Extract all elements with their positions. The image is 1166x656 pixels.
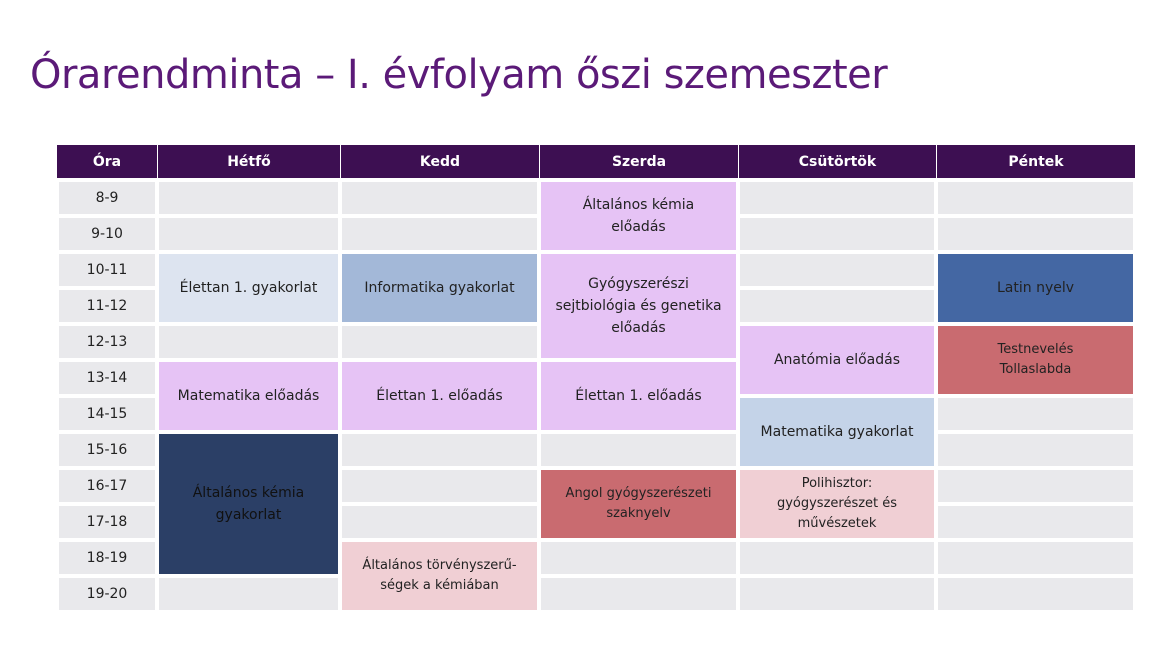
hour-label: 18-19 bbox=[57, 540, 157, 576]
timetable bbox=[57, 145, 1135, 612]
event-line: Angol gyógyszerészeti bbox=[565, 486, 712, 501]
hour-label: 11-12 bbox=[57, 288, 157, 324]
ev-angol-gyogyszereszeti-szaknyelv bbox=[539, 468, 738, 540]
event-line: Élettan 1. előadás bbox=[376, 388, 503, 404]
event-line: Általános törvényszerű- bbox=[362, 558, 517, 573]
event-line: Gyógyszerészi bbox=[588, 276, 689, 292]
header-szerda: Szerda bbox=[539, 145, 738, 178]
event-line: Élettan 1. előadás bbox=[575, 388, 702, 404]
empty-slot bbox=[157, 324, 340, 360]
empty-slot bbox=[936, 216, 1135, 252]
event-line: Élettan 1. gyakorlat bbox=[179, 280, 318, 296]
hour-label: 19-20 bbox=[57, 576, 157, 612]
empty-slot bbox=[936, 540, 1135, 576]
empty-slot bbox=[936, 468, 1135, 504]
empty-slot bbox=[539, 432, 738, 468]
empty-slot bbox=[936, 396, 1135, 432]
hour-label: 8-9 bbox=[57, 180, 157, 216]
header-csutortok: Csütörtök bbox=[738, 145, 936, 178]
event-line: előadás bbox=[611, 320, 666, 336]
event-line: Anatómia előadás bbox=[773, 352, 901, 368]
event-line: szaknyelv bbox=[606, 506, 671, 521]
empty-slot bbox=[539, 576, 738, 612]
hour-label: 12-13 bbox=[57, 324, 157, 360]
hour-label: 15-16 bbox=[57, 432, 157, 468]
ev-elettan-gyakorlat bbox=[157, 252, 340, 324]
ev-elettan-eloadas-kedd bbox=[340, 360, 539, 432]
event-line: Általános kémia bbox=[582, 197, 695, 213]
event-line: Testnevelés bbox=[997, 342, 1074, 357]
empty-slot bbox=[738, 252, 936, 288]
ev-latin-nyelv bbox=[936, 252, 1135, 324]
empty-slot bbox=[340, 216, 539, 252]
ev-altalanos-kemia-gyakorlat bbox=[157, 432, 340, 576]
header-ora: Óra bbox=[57, 145, 157, 178]
empty-slot bbox=[340, 180, 539, 216]
event-line: Általános kémia bbox=[192, 485, 305, 501]
hour-label: 14-15 bbox=[57, 396, 157, 432]
empty-slot bbox=[738, 216, 936, 252]
empty-slot bbox=[157, 180, 340, 216]
hour-label: 9-10 bbox=[57, 216, 157, 252]
hour-label: 10-11 bbox=[57, 252, 157, 288]
empty-slot bbox=[738, 576, 936, 612]
hour-label: 17-18 bbox=[57, 504, 157, 540]
ev-gyogyszereszi-sejtbiologia bbox=[539, 252, 738, 360]
header-hetfo: Hétfő bbox=[157, 145, 340, 178]
hour-label: 16-17 bbox=[57, 468, 157, 504]
empty-slot bbox=[936, 576, 1135, 612]
ev-testneveles-tollaslabda bbox=[936, 324, 1135, 396]
event-line: ségek a kémiában bbox=[380, 578, 499, 593]
hour-label: 13-14 bbox=[57, 360, 157, 396]
empty-slot bbox=[936, 504, 1135, 540]
ev-altalanos-torvenyszerusegek bbox=[340, 540, 539, 612]
empty-slot bbox=[738, 288, 936, 324]
ev-altalanos-kemia-eloadas bbox=[539, 180, 738, 252]
ev-anatomia-eloadas bbox=[738, 324, 936, 396]
ev-matematika-gyakorlat bbox=[738, 396, 936, 468]
ev-matematika-eloadas bbox=[157, 360, 340, 432]
event-line: gyakorlat bbox=[215, 507, 282, 523]
ev-polihisztor bbox=[738, 468, 936, 540]
ev-elettan-eloadas-szerda bbox=[539, 360, 738, 432]
event-line: gyógyszerészet és bbox=[776, 496, 898, 511]
event-line: Polihisztor: bbox=[801, 476, 873, 491]
empty-slot bbox=[539, 540, 738, 576]
header-kedd: Kedd bbox=[340, 145, 539, 178]
empty-slot bbox=[738, 180, 936, 216]
event-line: Matematika gyakorlat bbox=[760, 424, 914, 440]
header-pentek: Péntek bbox=[936, 145, 1135, 178]
ev-informatika-gyakorlat bbox=[340, 252, 539, 324]
event-line: előadás bbox=[611, 219, 666, 235]
empty-slot bbox=[340, 504, 539, 540]
event-line: Matematika előadás bbox=[177, 388, 320, 404]
empty-slot bbox=[340, 468, 539, 504]
event-line: Informatika gyakorlat bbox=[364, 280, 515, 296]
page-title: Órarendminta – I. évfolyam őszi szemeszter bbox=[30, 52, 888, 98]
empty-slot bbox=[157, 216, 340, 252]
event-line: Tollaslabda bbox=[999, 362, 1072, 377]
event-line: művészetek bbox=[797, 516, 877, 531]
empty-slot bbox=[936, 180, 1135, 216]
event-line: Latin nyelv bbox=[996, 280, 1075, 296]
empty-slot bbox=[936, 432, 1135, 468]
event-line: sejtbiológia és genetika bbox=[555, 298, 722, 314]
empty-slot bbox=[738, 540, 936, 576]
empty-slot bbox=[340, 324, 539, 360]
empty-slot bbox=[157, 576, 340, 612]
empty-slot bbox=[340, 432, 539, 468]
